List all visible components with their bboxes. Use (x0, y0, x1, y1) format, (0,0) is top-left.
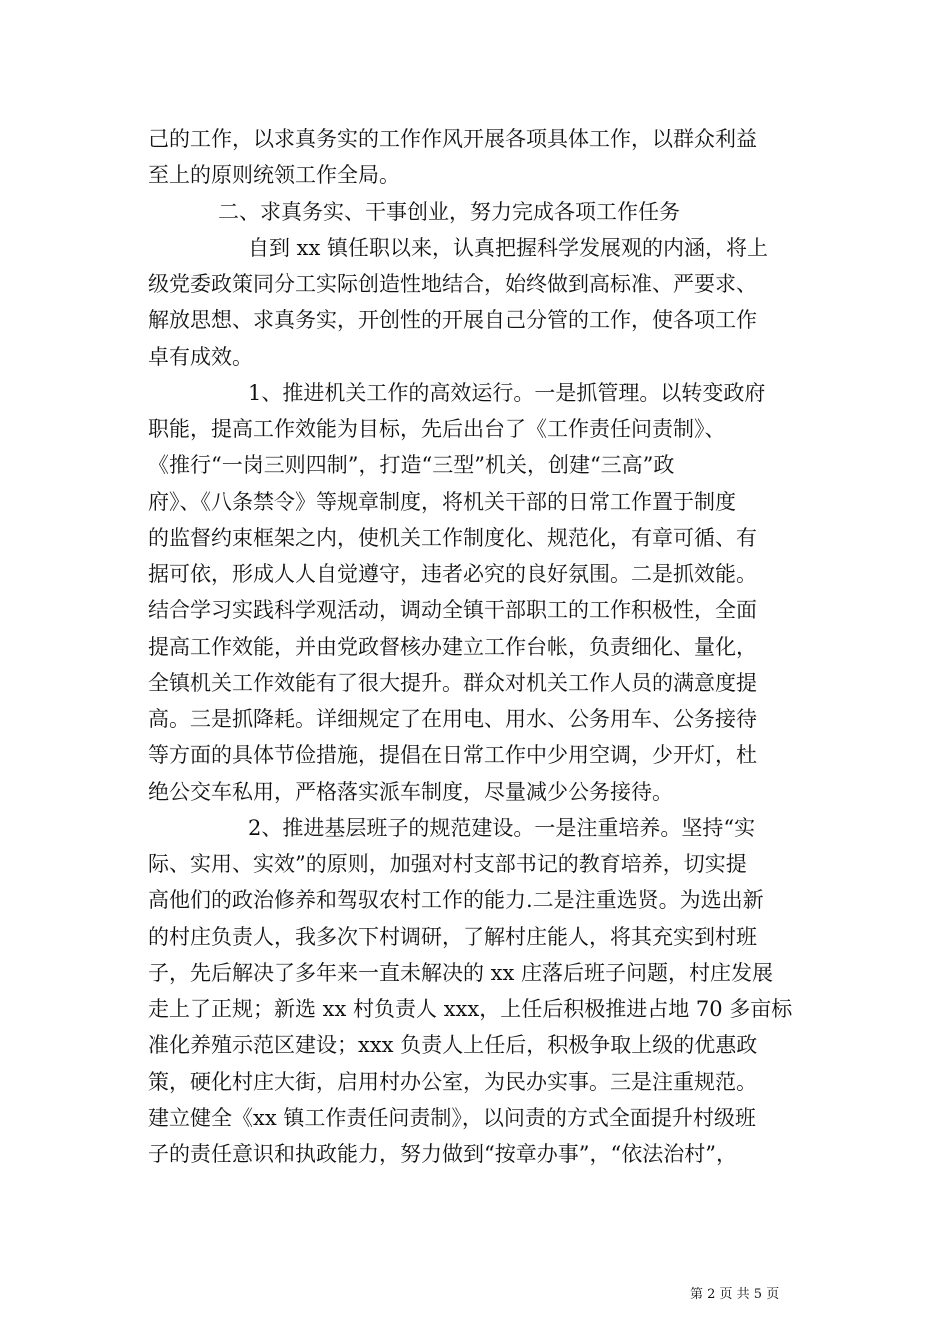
text-line: 际、实用、实效”的原则，加强对村支部书记的教育培养，切实提 (148, 852, 747, 876)
text-line: 级党委政策同分工实际创造性地结合，始终做到高标准、严要求、 (148, 272, 757, 296)
text-line: 2、推进基层班子的规范建设。一是注重培养。坚持“实 (248, 816, 756, 840)
text-line: 职能，提高工作效能为目标，先后出台了《工作责任问责制》、 (148, 417, 726, 441)
text-line: 策，硬化村庄大街，启用村办公室，为民办实事。三是注重规范。 (148, 1070, 757, 1094)
text-line: 至上的原则统领工作全局。 (148, 163, 400, 187)
text-line: 自到 xx 镇任职以来，认真把握科学发展观的内涵，将上 (248, 236, 769, 260)
text-line: 绝公交车私用，严格落实派车制度，尽量减少公务接待。 (148, 780, 673, 804)
text-line: 高他们的政治修养和驾驭农村工作的能力.二是注重选贤。为选出新 (148, 888, 764, 912)
text-line: 高。三是抓降耗。详细规定了在用电、用水、公务用车、公务接待 (148, 707, 757, 731)
text-line: 1、推进机关工作的高效运行。一是抓管理。以转变政府 (248, 381, 766, 405)
text-line: 据可依，形成人人自觉遵守，违者必究的良好氛围。二是抓效能。 (148, 562, 757, 586)
text-line: 等方面的具体节俭措施，提倡在日常工作中少用空调，少开灯，杜 (148, 743, 757, 767)
text-line: 结合学习实践科学观活动，调动全镇干部职工的工作积极性，全面 (148, 598, 757, 622)
text-line: 子，先后解决了多年来一直未解决的 xx 庄落后班子问题，村庄发展 (148, 961, 774, 985)
text-line: 准化养殖示范区建设；xxx 负责人上任后，积极争取上级的优惠政 (148, 1033, 758, 1057)
text-line: 卓有成效。 (148, 345, 253, 369)
text-line: 解放思想、求真务实，开创性的开展自己分管的工作，使各项工作 (148, 308, 757, 332)
text-line: 全镇机关工作效能有了很大提升。群众对机关工作人员的满意度提 (148, 671, 757, 695)
text-line: 的监督约束框架之内，使机关工作制度化、规范化，有章可循、有 (148, 526, 757, 550)
section-heading: 二、求真务实、干事创业，努力完成各项工作任务 (218, 200, 680, 224)
text-line: 的村庄负责人，我多次下村调研，了解村庄能人，将其充实到村班 (148, 925, 757, 949)
text-line: 《推行“一岗三则四制”，打造“三型”机关，创建“三高”政 (148, 453, 675, 477)
text-line: 走上了正规；新选 xx 村负责人 xxx，上任后积极推进占地 70 多亩标 (148, 997, 793, 1021)
text-line: 府》、《八条禁令》等规章制度，将机关干部的日常工作置于制度 (148, 490, 736, 514)
page-number-footer: 第 2 页 共 5 页 (690, 1287, 780, 1302)
text-line: 子的责任意识和执政能力，努力做到“按章办事”，“依法治村”， (148, 1142, 737, 1166)
text-line: 己的工作，以求真务实的工作作风开展各项具体工作，以群众利益 (148, 127, 757, 151)
text-line: 建立健全《xx 镇工作责任问责制》，以问责的方式全面提升村级班 (148, 1106, 756, 1130)
text-line: 提高工作效能，并由党政督核办建立工作台帐，负责细化、量化， (148, 635, 757, 659)
